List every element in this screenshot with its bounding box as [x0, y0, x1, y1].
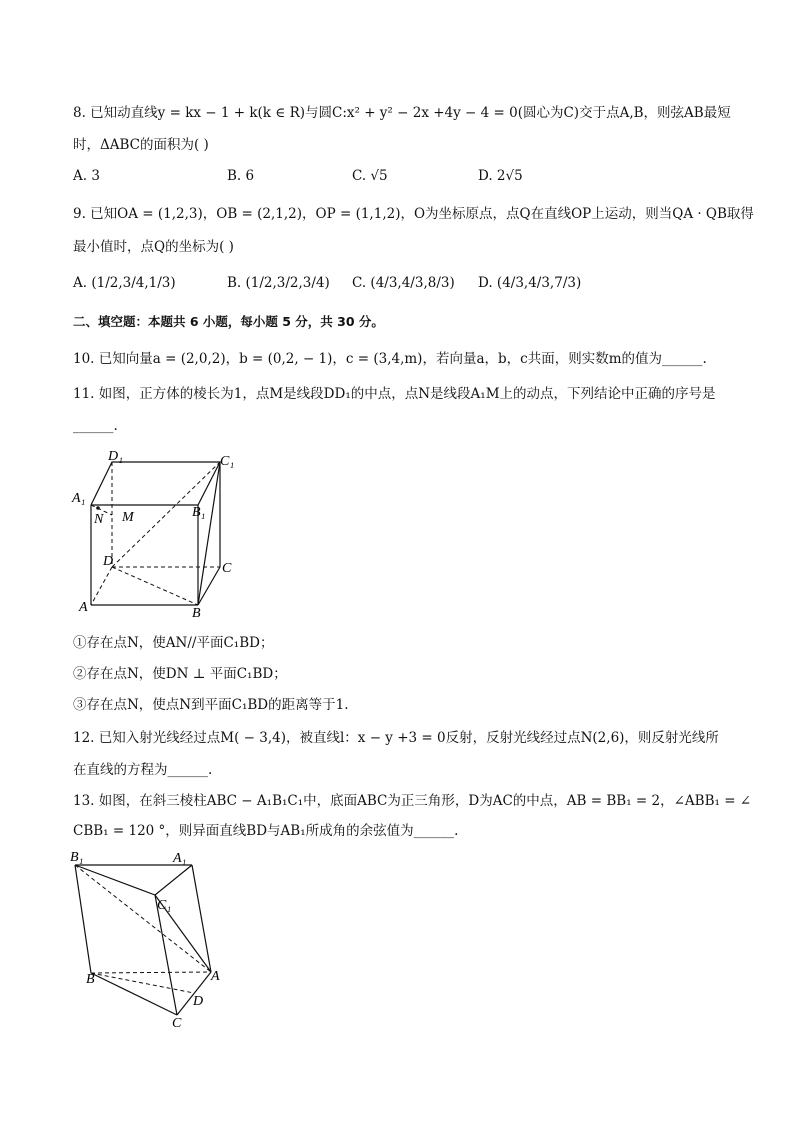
q13-line1: 13. 如图，在斜三棱柱ABC − A₁B₁C₁中，底面ABC为正三角形，D为AC的中点，AB = BB₁ = 2，∠ABB₁ = ∠ [73, 793, 752, 809]
q11-item-2: ②存在点N，使DN ⊥ 平面C₁BD； [73, 666, 287, 682]
q11-line2: ______. [73, 418, 118, 434]
q12-line1: 12. 已知入射光线经过点M( − 3,4)，被直线l：x − y +3 = 0反射，反射光线经过点N(2,6)，则反射光线所 [73, 730, 719, 746]
label-c1: C₁ [157, 898, 172, 913]
label-m: M [122, 510, 134, 525]
label-a1: A₁ [72, 491, 86, 506]
q8-option-a: A. 3 [73, 168, 100, 184]
q9-line1: 9. 已知OA = (1,2,3)，OB = (2,1,2)，OP = (1,1,2)，O为坐标原点，点Q在直线OP上运动，则当QA · QB取得 [73, 206, 754, 222]
q8-option-d: D. 2√5 [478, 168, 523, 184]
q11-line1: 11. 如图，正方体的棱长为1，点M是线段DD₁的中点，点N是线段A₁M上的动点，下列结论中正确的序号是 [73, 386, 716, 402]
q8-option-c: C. √5 [352, 168, 388, 184]
section-heading: 二、填空题：本题共 6 小题，每小题 5 分，共 30 分。 [73, 314, 384, 329]
label-b: B [86, 972, 95, 987]
q8-line1: 8. 已知动直线y = kx − 1 + k(k ∈ R)与圆C:x² + y² − 2x +4y − 4 = 0(圆心为C)交于点A,B，则弦AB最短 [73, 105, 731, 121]
q9-option-a: A. (1/2,3/4,1/3) [73, 275, 176, 291]
q8-line2: 时，ΔABC的面积为( ) [73, 137, 209, 153]
label-a: A [211, 969, 220, 984]
prism-figure [65, 845, 235, 1030]
q12-line2: 在直线的方程为______. [73, 762, 213, 778]
q13-line2: CBB₁ = 120 °，则异面直线BD与AB₁所成角的余弦值为______. [73, 823, 459, 839]
label-a1: A₁ [173, 851, 187, 866]
q10-text: 10. 已知向量a = (2,0,2)，b = (0,2, − 1)，c = (3,4,m)，若向量a，b，c共面，则实数m的值为______. [73, 351, 707, 367]
cube-figure [70, 445, 250, 620]
label-d1: D₁ [108, 449, 123, 464]
q9-option-d: D. (4/3,4/3,7/3) [478, 275, 582, 291]
label-d: D [193, 994, 204, 1009]
q8-option-b: B. 6 [227, 168, 255, 184]
q9-option-c: C. (4/3,4/3,8/3) [352, 275, 455, 291]
label-c: C [222, 561, 232, 576]
label-a: A [79, 600, 88, 615]
label-n: N [94, 512, 104, 527]
label-b: B [192, 606, 201, 620]
label-d: D [103, 554, 114, 569]
q11-item-3: ③存在点N，使点N到平面C₁BD的距离等于1. [73, 697, 349, 713]
q11-item-1: ①存在点N，使AN//平面C₁BD； [73, 635, 274, 651]
label-c1: C₁ [220, 454, 235, 469]
label-c: C [172, 1016, 182, 1030]
q9-option-b: B. (1/2,3/2,3/4) [227, 275, 330, 291]
label-b1: B₁ [192, 505, 206, 520]
label-b1: B₁ [70, 850, 84, 865]
q9-line2: 最小值时，点Q的坐标为( ) [73, 239, 234, 255]
